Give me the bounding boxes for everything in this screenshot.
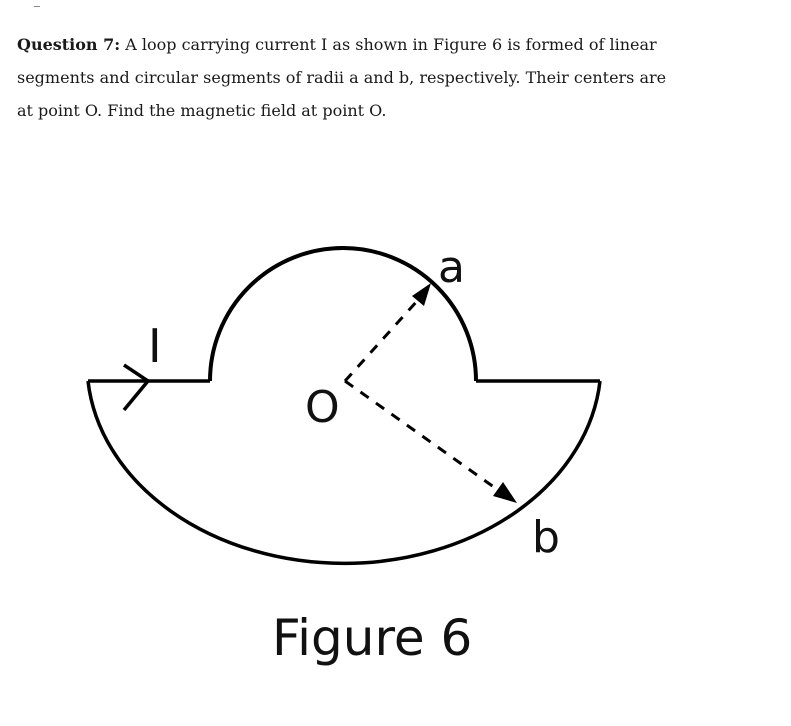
radius-b-dashed-line: [345, 381, 498, 490]
current-label: I: [148, 319, 162, 373]
question-label: Question 7:: [17, 35, 121, 54]
current-direction-arrow: [124, 365, 148, 410]
arc-radius-b: [88, 381, 600, 563]
radius-b-arrowhead: [493, 482, 517, 503]
figure-caption: Figure 6: [272, 609, 473, 667]
radius-a-dashed-line: [345, 300, 418, 381]
radius-b-label: b: [532, 512, 560, 563]
arc-radius-a: [210, 248, 476, 381]
center-label: O: [305, 382, 340, 433]
radius-a-arrowhead: [412, 283, 431, 306]
question-body: A loop carrying current I as shown in Figure 6 is formed of linear segments and circular segments of radii a and b, respectively. Their centers are at point O. Find the magnetic field at point O.: [17, 35, 667, 120]
radius-a-label: a: [438, 242, 465, 293]
